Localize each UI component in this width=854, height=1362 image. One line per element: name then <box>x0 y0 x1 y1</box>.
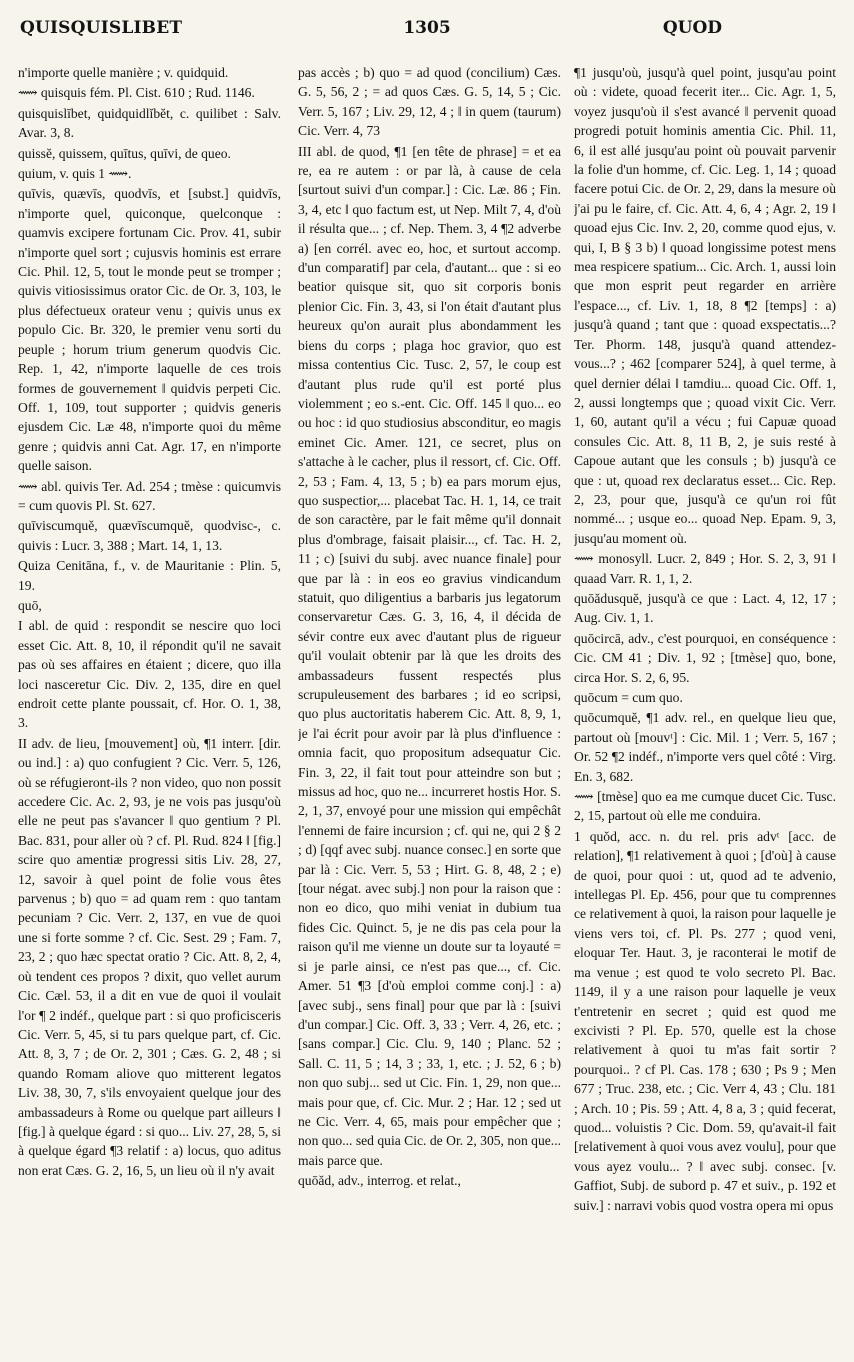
left-guide-word: QUISQUISLIBET <box>20 18 183 38</box>
dictionary-paragraph: quōcum = cum quo. <box>574 690 683 705</box>
dictionary-paragraph: quōădusquĕ, jusqu'à ce que : Lact. 4, 12, 17 ; Aug. Civ. 1, 1. <box>574 590 836 626</box>
dictionary-paragraph: quissĕ, quissem, quītus, quīvi, de queo. <box>18 145 231 161</box>
column-2 <box>298 62 561 1352</box>
dictionary-paragraph: I abl. de quid : respondit se nescire quo loci esset Cic. Att. 8, 10, il répondit qu'il ne savait pas où ses affaires en étaient ; dicere, quo illa loci nasceretur Cic. Div. 2, 135, dire en quel endroit cette plante poussait, cf. Hor. O. 1, 38, 3. <box>18 618 281 731</box>
dictionary-paragraph: ⟿ monosyll. Lucr. 2, 849 ; Hor. S. 2, 3, 91 ‖ quaad Varr. R. 1, 1, 2. <box>574 551 836 586</box>
dictionary-paragraph: quōcircā, adv., c'est pourquoi, en conséquence : Cic. CM 41 ; Div. 1, 92 ; [tmèse] quo, bone, circa Hor. S. 2, 6, 95. <box>574 630 836 685</box>
dictionary-paragraph: II adv. de lieu, [mouvement] où, ¶1 interr. [dir. ou ind.] : a) quo confugient ? Cic. Verr. 5, 126, où se réfugieront-ils ? non video, quo non possit accedere Cic. Ac. 2, 93, je ne vois pas jusqu'où elle ne peut pas s'avancer ‖ quo gentium ? Pl. Bac. 831, pour aller où ? cf. Pl. Rud. 824 ‖ [fig.] scire quo amentiæ progressi sitis Liv. 28, 27, 12, savoir à quel point de folie vous êtes parvenus ; b) quo = ad quam rem : quo tantam pecuniam ? Cic. Verr. 2, 137, en vue de quoi une si forte somme ? cf. Cic. Sest. 29 ; Fam. 7, 23, 2 ; quo hæc spectat oratio ? Cic. Att. 8, 2, 4, où tendent ces propos ? dixit, quo vellet aurum Cic. Cæl. 53, il a dit en vue de quoi il voulait l'or ¶ 2 indéf., quelque part : si quo proficisceris Cic. Verr. 5, 45, si tu pars quelque part, cf. Cic. Att. 8, 3, 7 ; de Or. 2, 301 ; Cæs. G. 2, 48 ; si quando Romam aliove quo mitterent legatos Liv. 38, 30, 7, s'ils envoyaient quelque jour des ambassadeurs à Rome ou quelque part ailleurs ‖ [fig.] à quelque égard : si quo... Liv. 27, 28, 5, si à quelque égard ¶3 relatif : a) locus, quo aditus non erat Cæs. G. 2, 16, 5, un lieu où il n'y avait <box>18 735 281 1178</box>
dictionary-paragraph: ⟿ abl. quivis Ter. Ad. 254 ; tmèse : quicumvis = cum quovis Pl. St. 627. <box>18 478 281 513</box>
dictionary-paragraph: 1 quŏd, acc. n. du rel. pris advᵗ [acc. de relation], ¶1 relativement à quoi ; [d'où] à cause de quoi, pour quoi : ut, quod ad te advenio, intellegas Pl. Ep. 456, pour que tu comprennes ce relativement à quoi, la raison pour laquelle je viens vers toi, cf. Pl. Ps. 277 ; quod veni, eloquar Ter. Haut. 3, je raconterai le motif de ma venue ; est quod te volo secreto Pl. Bac. 1149, il y a une raison pour laquelle je veux t'entretenir en secret ; quid est quod me excivisti ? Pl. Ep. 570, quelle est la chose relativement à quoi tu m'as fait sortir ? pourquoi.. ? cf Pl. Cas. 178 ; 630 ; Ps 9 ; Men 677 ; Truc. 238, etc. ; Cic. Verr 4, 43 ; Clu. 181 ; Arch. 10 ; Pis. 59 ; Att. 4, 8 a, 3 ; quid fecerat, quod... voluistis ? Cic. Dom. 59, qu'avait-il fait [relativement à quoi vous avez voulu], pour que vous ayez voulu... ? ‖ avec subj. consec. [v. Gaffiot, Subj. de subord p. 47 et suiv., p. 192 et suiv.] : narravi vobis quod vostra opera mi opus <box>574 828 836 1213</box>
dictionary-paragraph: ⟿ [tmèse] quo ea me cumque ducet Cic. Tusc. 2, 15, partout où elle me conduira. <box>574 789 836 824</box>
dictionary-paragraph: quīviscumquĕ, quævīscumquĕ, quodvisc-, c. quivis : Lucr. 3, 388 ; Mart. 14, 1, 13. <box>18 518 281 553</box>
dictionary-paragraph: quisquislībet, quidquidlĭbĕt, c. quilibet : Salv. Avar. 3, 8. <box>18 105 281 141</box>
page-header <box>0 0 854 40</box>
dictionary-paragraph: Quiza Cenitāna, f., v. de Mauritanie : Plin. 5, 19. <box>18 558 281 593</box>
dictionary-paragraph: quō, <box>18 597 42 613</box>
dictionary-paragraph: ¶1 jusqu'où, jusqu'à quel point, jusqu'au point où : videte, quoad fecerit iter... Cic. Agr. 1, 5, voyez jusqu'où il s'est avancé ‖ pervenit quoad progredi potuit hominis amentia Cic. Phil. 11, 6, il est allé jusqu'au point où pouvait parvenir la folie d'un homme, cf. Cic. Leg. 1, 14 ; quoad facere potui Cic. de Or. 2, 29, dans la mesure où j'ai pu le faire, cf. Cic. Att. 4, 6, 4 ; Agr. 2, 19 ‖ quoad ejus Cic. Inv. 2, 20, comme quod ejus, v. qui, I, B § 3 b) ‖ quoad longissime potest mens mea respicere spatium... Cic. Arch. 1, aussi loin que mon esprit peut regarder en arrière l'espace..., cf. Liv. 1, 18, 8 ¶2 [temps] : a) jusqu'à quand ; tant que : quoad exspectatis...? Ter. Phorm. 148, jusqu'à quand attendez-vous...? ; 462 [comparer 524], à quel terme, à quel dernier délai ‖ tamdiu... quoad Cic. Off. 1, 2, aussi longtemps que ; quoad vixit Cic. Verr. 1, 60, autant qu'il a vécu ; fui Capuæ quoad consules Cic. Att. 8, 11 B, 2, je suis resté à Capoue autant que les consuls ; b) jusqu'à ce que : ut, quoad rex declaratus esset... Cic. Rep. 2, 23, pour que, jusqu'à ce qu'un roi fût nommé... ; usque eo... quoad Nep. Epam. 9, 3, jusqu'au moment où. <box>574 65 836 546</box>
dictionary-paragraph: quium, v. quis 1 ⟿. <box>18 166 132 182</box>
dictionary-paragraph: quōcumquĕ, ¶1 adv. rel., en quelque lieu que, partout où [mouvᵗ] : Cic. Mil. 1 ; Verr. 5, 167 ; Or. 52 ¶2 indéf., n'importe vers quel côté : Virg. En. 3, 682. <box>574 710 836 784</box>
dictionary-paragraph: ⟿ quisquis fém. Pl. Cist. 610 ; Rud. 1146. <box>18 85 255 101</box>
dictionary-paragraph: pas accès ; b) quo = ad quod (concilium) Cæs. G. 5, 56, 2 ; = ad quos Cæs. G. 5, 14, 5 ; Cic. Verr. 5, 167 ; Liv. 29, 12, 4 ; ‖ in quem (taurum) Cic. Verr. 4, 73 <box>298 65 561 139</box>
column-1 <box>18 62 281 1352</box>
dictionary-paragraph: quōăd, adv., interrog. et relat., <box>298 1173 461 1189</box>
column-3 <box>574 62 836 1352</box>
right-guide-word: QUOD <box>662 18 722 38</box>
dictionary-paragraph: quīvis, quævīs, quodvīs, et [subst.] quidvīs, n'importe quel, quiconque, quelconque : quamvis excipere fortunam Cic. Prov. 41, subir n'importe quel sort ; cujusvis hominis est errare Cic. Phil. 12, 5, tout le monde peut se tromper ; quivis vitiosissimus orator Cic. de Or. 3, 103, le plus défectueux orateur venu ; quivis unus ex populo Cic. Br. 320, le premier venu sorti du peuple ; horum trium generum quodvis Cic. Rep. 1, 42, n'importe laquelle de ces trois formes de gouvernement ‖ quidvis perpeti Cic. Off. 1, 109, tout supporter ; quidvis generis ejusdem Cic. Læ 48, n'importe quoi du même genre ; quidvis anni Cat. Agr. 17, en n'importe quelle saison. <box>18 186 281 474</box>
page-number: 1305 <box>403 18 451 38</box>
dictionary-paragraph: n'importe quelle manière ; v. quidquid. <box>18 65 229 80</box>
dictionary-paragraph: III abl. de quod, ¶1 [en tête de phrase] = et ea re, ea re autem : or par là, à cause de cela [surtout suivi d'un compar.] : Cic. Læ. 86 ; Fin. 3, 4, etc ‖ quo factum est, ut Nep. Milt 7, 4, d'où il résulta que... ; cf. Nep. Them. 3, 4 ¶2 adverbe a) [en corrél. avec eo, hoc, et surtout accomp. d'un comparatif] par cela, d'autant... que : si eo beatior quisque sit, quo sit corporis bonis plenior Cic. Fin. 3, 43, si l'on était d'autant plus heureux qu'on aurait plus abondamment les biens du corps ; plaga hoc gravior, quo est missa contentius Cic. Tusc. 2, 57, le coup est d'autant plus rude qu'il est porté plus violemment ; eo s.-ent. Cic. Off. 145 ‖ quo... eo ou hoc : id quo studiosius absconditur, eo magis eminet Cic. Amer. 121, ce secret, plus on s'attache à le cacher, plus il ressort, cf. Cic. Off. 2, 53 ; Fam. 4, 13, 5 ; b) ea pars morum ejus, quo suspectior,... placebat Tac. H. 1, 14, ce trait de son caractère, par le fait même qu'il donnait plus d'ombrage, faisait plaisir..., cf. Tac. H. 2, 11 ; c) [suivi du subj. avec nuance finale] pour que par là : in eos eo gravius vindicandum statuit, quo diligentius a barbaris jus legatorum conservaretur Cæs. G. 3, 16, 4, il décida de sévir contre eux avec d'autant plus de rigueur qu'il voulait obtenir par là que les droits des ambassadeurs fussent respectés plus scrupuleusement des barbares ; id eo scripsi, quo plus auctoritatis haberem Cic. Att. 8, 9, 1, je l'ai écrit pour avoir par là plus d'influence : omnia facit, quo propositum adsequatur Cic. Fin. 3, 22, il fait tout pour atteindre son but ; missus ad hoc, quo ne... incurreret hostis Hor. S. 2, 1, 37, envoyé pour une mission qui empêchât l'ennemi de faire incursion ; cf. qui ne, qui 2 § 2 ; d) [qqf avec subj. nuance consec.] en sorte que par là : Cic. Verr. 5, 53 ; Hirt. G. 8, 48, 2 ; e) [tour négat. avec subj.] non pour la raison que : non eo dico, quo mihi veniat in dubium tua fides Cic. Quinct. 5, je ne dis pas cela pour la raison qu'il me vienne un doute sur ta loyauté = si je parle ainsi, ce n'est pas que..., cf. Cic. Amer. 51 ¶3 [d'où emploi comme conj.] : a) [avec subj., sens final] pour que par là : [suivi d'un compar.] Cic. Off. 3, 33 ; Verr. 4, 26, etc. ; [sans compar.] Cic. Clu. 9, 140 ; Planc. 52 ; Sall. C. 11, 5 ; 14, 3 ; 33, 1, etc. ; J. 52, 6 ; b) non quo subj... sed ut Cic. Fin. 1, 29, non que... mais pour que, cf. Cic. Mur. 2 ; Har. 12 ; sed ut ne Cic. Verr. 4, 65, mais pour empêcher que ; non quo... sed quia Cic. de Or. 2, 305, non que... mais parce que. <box>298 143 561 1168</box>
